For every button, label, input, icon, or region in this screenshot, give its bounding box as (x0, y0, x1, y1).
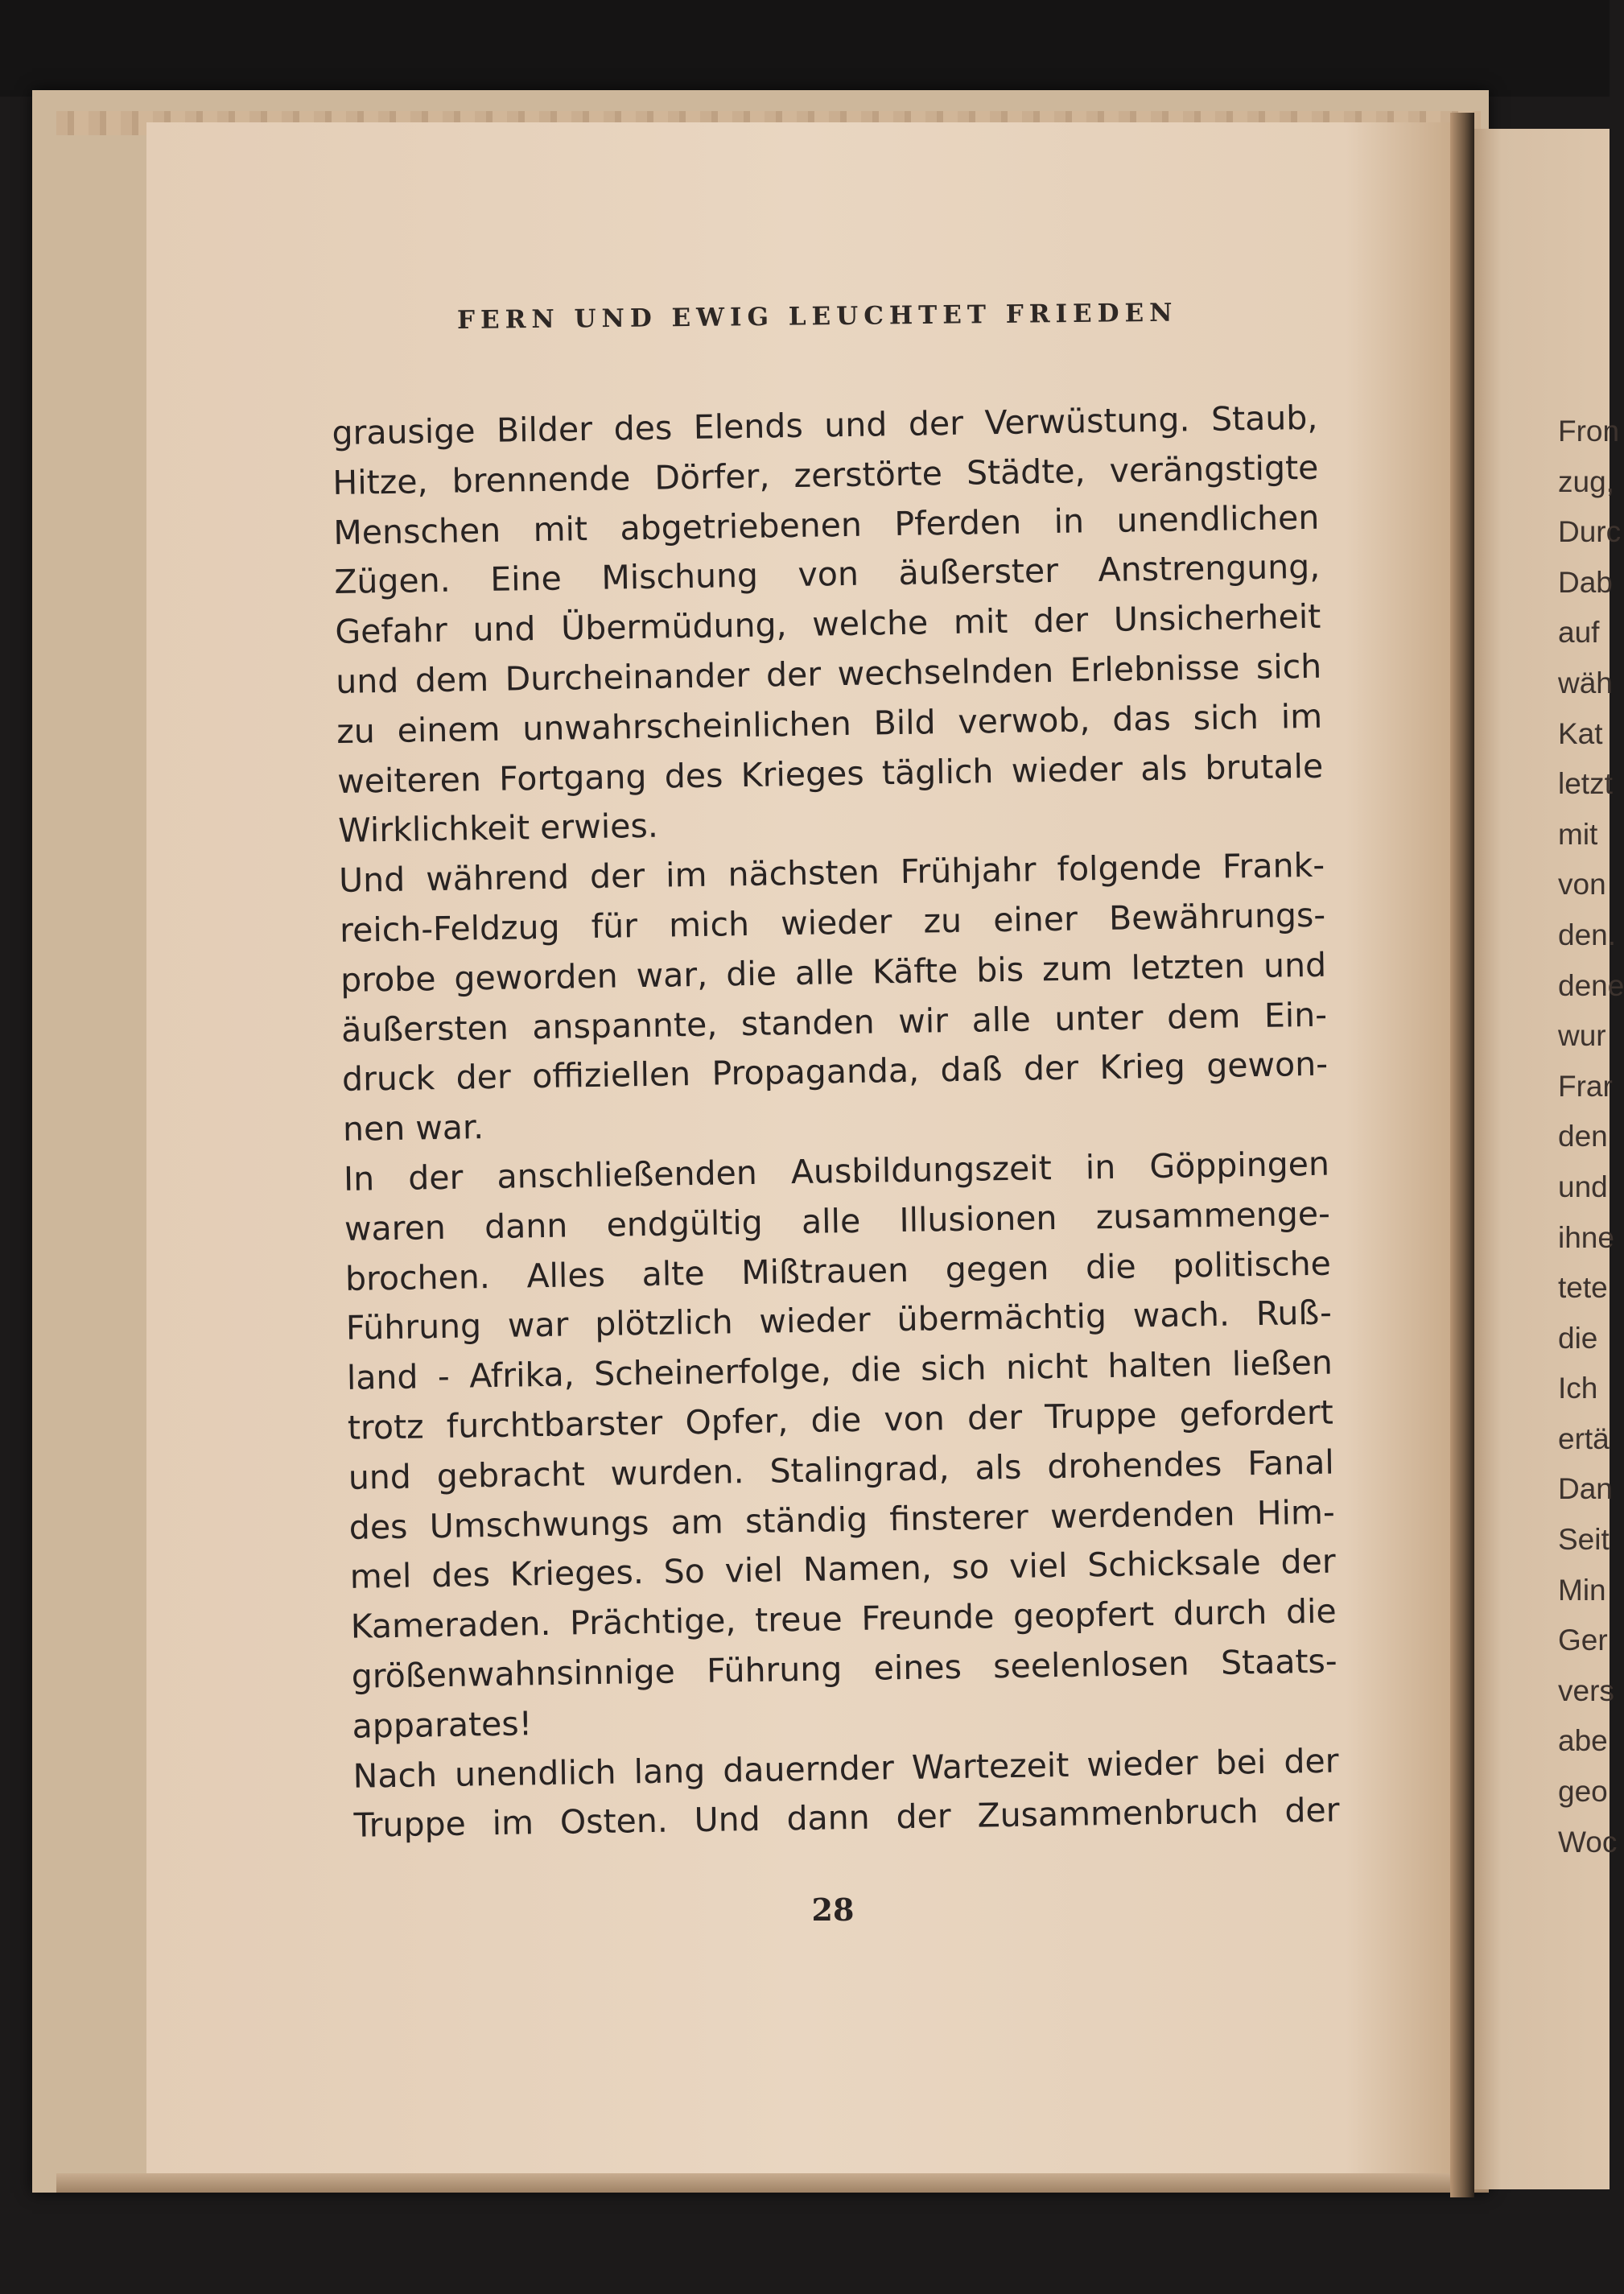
facing-line: die (1558, 1321, 1598, 1355)
facing-line: zug, (1558, 464, 1614, 498)
facing-line: ertä (1558, 1421, 1610, 1455)
text-line: grausige Bilder des Elends und der Verwüstung. Staub, (332, 398, 1318, 452)
facing-line: wur (1558, 1019, 1606, 1053)
text-line: Hitze, brennende Dörfer, zerstörte Städte, verängstigte (332, 448, 1319, 502)
facing-line: dene (1558, 968, 1624, 1002)
facing-line: auf (1558, 616, 1600, 650)
facing-page-text (1558, 406, 1624, 1867)
facing-line: wäh (1558, 666, 1613, 699)
facing-line: und (1558, 1170, 1608, 1203)
text-line: probe geworden war, die alle Käfte bis zum letzten und (340, 945, 1327, 1000)
text-line: Zügen. Eine Mischung von äußerster Anstrengung, (334, 547, 1321, 602)
background-table (0, 0, 1610, 97)
facing-line: Kat (1558, 716, 1603, 750)
facing-line: tete (1558, 1271, 1608, 1305)
facing-line: Dab (1558, 565, 1613, 599)
facing-line: den. (1558, 918, 1617, 951)
text-line: brochen. Alles alte Mißtrauen gegen die politische (344, 1244, 1332, 1298)
facing-line: den (1558, 1120, 1608, 1153)
facing-line: Seit (1558, 1523, 1610, 1557)
facing-line: geo (1558, 1775, 1608, 1809)
page-number: 28 (811, 1892, 855, 1928)
text-line: und gebracht wurden. Stalingrad, als drohendes Fanal (348, 1442, 1335, 1497)
text-line: waren dann endgültig alle Illusionen zusammenge- (344, 1194, 1331, 1248)
text-line: Und während der im nächsten Frühjahr folgende Frank- (338, 845, 1325, 901)
text-line: reich-Feldzug für mich wieder zu einer Bewährungs- (339, 895, 1326, 950)
text-line: Gefahr und Übermüdung, welche mit der Unsicherheit (334, 596, 1321, 652)
text-line: und dem Durcheinander der wechselnden Erlebnisse sich (335, 646, 1322, 701)
facing-line: Ich (1558, 1372, 1598, 1405)
page-bottom-edge (56, 2173, 1489, 2193)
text-line: apparates! (352, 1704, 533, 1746)
text-line: land - Afrika, Scheinerfolge, die sich nicht halten ließen (346, 1343, 1333, 1397)
text-line: Wirklichkeit erwies. (337, 807, 659, 851)
facing-line: Frar (1558, 1069, 1613, 1103)
facing-line: Dan (1558, 1472, 1613, 1506)
facing-line: letzt (1558, 767, 1613, 801)
text-line: Nach unendlich lang dauernder Wartezeit wieder bei der (352, 1741, 1339, 1796)
running-head: FERN UND EWIG LEUCHTET FRIEDEN (456, 298, 1178, 335)
text-line: größenwahnsinnige Führung eines seelenlosen Staats- (351, 1641, 1338, 1696)
book-gutter (1450, 113, 1474, 2197)
facing-line: Durc (1558, 515, 1622, 549)
body-text (332, 394, 1340, 1851)
facing-line: von (1558, 868, 1606, 902)
text-line: des Umschwungs am ständig finsterer werdenden Him- (348, 1492, 1336, 1547)
text-line: nen war. (342, 1108, 484, 1149)
text-line: weiteren Fortgang des Krieges täglich wieder als brutale (336, 746, 1324, 801)
facing-line: Fron (1558, 415, 1620, 448)
facing-line: ihne (1558, 1220, 1614, 1254)
facing-line: Min (1558, 1573, 1606, 1607)
text-line: trotz furchtbarster Opfer, die von der Truppe gefordert (347, 1392, 1334, 1447)
text-line: In der anschließenden Ausbildungszeit in Göppingen (343, 1144, 1330, 1199)
text-line: äußersten anspannte, standen wir alle unter dem Ein- (340, 995, 1328, 1050)
text-line: Menschen mit abgetriebenen Pferden in unendlichen (333, 497, 1320, 552)
text-line: Führung war plötzlich wieder übermächtig wach. Ruß- (345, 1293, 1333, 1348)
text-line: mel des Krieges. So viel Namen, so viel Schicksale der (349, 1541, 1337, 1597)
facing-line: Woc (1558, 1825, 1618, 1859)
text-line: Truppe im Osten. Und dann der Zusammenbruch der (353, 1790, 1340, 1846)
facing-line: mit (1558, 817, 1598, 851)
text-line: Kameraden. Prächtige, treue Freunde geopfert durch die (350, 1591, 1337, 1646)
text-line: zu einem unwahrscheinlichen Bild verwob, das sich im (336, 696, 1323, 751)
facing-line: abe (1558, 1724, 1608, 1758)
facing-line: Ger (1558, 1624, 1608, 1657)
facing-line: vers (1558, 1673, 1614, 1707)
text-line: druck der offiziellen Propaganda, daß der Krieg gewon- (341, 1045, 1329, 1100)
